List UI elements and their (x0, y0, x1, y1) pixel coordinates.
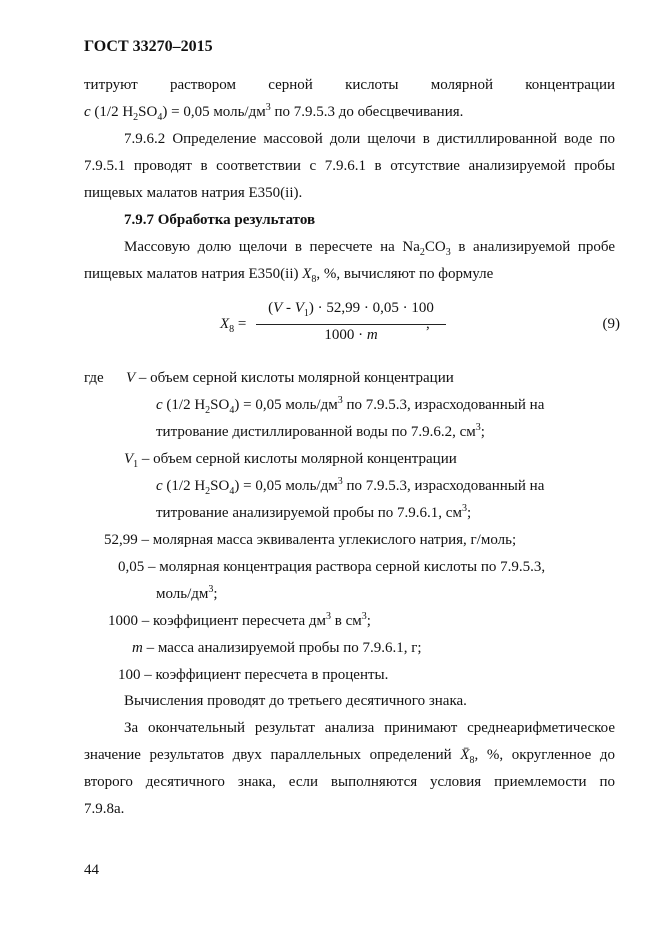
legend-v (126, 366, 454, 390)
text-fragment: в см (331, 613, 362, 629)
paragraph-7-9-6-2 (84, 126, 615, 207)
legend-1000 (108, 609, 371, 633)
subscript: 4 (229, 405, 235, 416)
symbol-c: c (156, 478, 163, 494)
symbol-m: m (132, 640, 143, 656)
formula-numerator (256, 300, 446, 322)
subscript: 2 (133, 112, 139, 123)
text-fragment: титрование анализируемой пробы по 7.9.6.1, см (156, 505, 462, 521)
legend-v-line3 (156, 420, 485, 444)
text-line (84, 99, 615, 126)
text-line: За окончательный результат анализа принимают среднеарифметическое (124, 720, 615, 736)
text-fragment: 1000 – коэффициент пересчета дм (108, 613, 327, 629)
text-fragment: Массовую долю щелочи в пересчете на Na (124, 239, 420, 255)
subscript: 8 (311, 274, 317, 285)
text-fragment: ; (366, 613, 371, 629)
legend-v1-line2 (156, 474, 544, 498)
legend-0-05-line2 (156, 582, 218, 606)
text-line: Вычисления проводят до третьего десятичного знака. (124, 693, 467, 709)
formula-fraction (256, 300, 446, 344)
subscript: 2 (205, 405, 211, 416)
superscript: 3 (461, 503, 467, 514)
legend-52-99: 52,99 – молярная масса эквивалента углекислого натрия, г/моль; (104, 532, 517, 548)
text-line: пищевых малатов натрия Е350(ii). (84, 185, 303, 201)
symbol-x: X (220, 316, 230, 332)
subscript: 3 (445, 247, 451, 258)
legend-m (132, 636, 422, 660)
text-fragment: (1/2 H (90, 104, 134, 120)
symbol-m: m (366, 327, 378, 343)
text-fragment: – масса анализируемой пробы по 7.9.6.1, г; (142, 640, 422, 656)
legend-100: 100 – коэффициент пересчета в проценты. (118, 667, 389, 683)
superscript: 3 (361, 611, 367, 622)
subscript: 8 (469, 755, 475, 766)
paragraph-titration (84, 72, 615, 126)
subscript: 4 (229, 486, 235, 497)
superscript: 3 (326, 611, 332, 622)
paragraph-final-result (84, 715, 615, 823)
subscript: 2 (205, 486, 211, 497)
subscript: 1 (303, 308, 309, 319)
symbol-c: c (156, 397, 163, 413)
text-fragment: в анализируемой пробе (450, 239, 615, 255)
subscript: 8 (229, 324, 235, 335)
superscript: 3 (337, 395, 343, 406)
legend-v1 (124, 447, 457, 471)
text-fragment: , %, округленное до (474, 747, 615, 763)
formula-9 (220, 298, 620, 352)
text-line: титруют раствором серной кислоты молярной концентрации (84, 77, 615, 93)
text-fragment: (1/2 H (162, 478, 206, 494)
symbol-x-mean: X̄ (460, 747, 470, 763)
symbol-v: V (273, 300, 283, 316)
symbol-c: c (84, 104, 91, 120)
text-line: 7.9.5.1 проводят в соответствии с 7.9.6.1 в отсутствие анализируемой пробы (84, 158, 615, 174)
equation-number: (9) (602, 316, 620, 332)
text-line: второго десятичного знака, если выполняются условия приемлемости по (84, 774, 615, 790)
superscript: 3 (337, 476, 343, 487)
symbol-v: V (126, 370, 136, 386)
equals-sign: = (234, 316, 247, 332)
text-fragment: ) (308, 300, 314, 316)
text-fragment: (1/2 H (162, 397, 206, 413)
legend-where: где (84, 370, 104, 386)
text-fragment: по 7.9.5.3, израсходованный на (342, 478, 545, 494)
text-line: 7.9.6.2 Определение массовой доли щелочи в дистиллированной воде по (124, 131, 615, 147)
document-header: ГОСТ 33270–2015 (84, 38, 213, 55)
paragraph-intro-formula (84, 234, 615, 288)
text-fragment: , %, вычисляют по формуле (316, 266, 494, 282)
superscript: 3 (208, 584, 214, 595)
text-line: 7.9.8а. (84, 801, 125, 817)
text-fragment: пищевых малатов натрия Е350(ii) (84, 266, 303, 282)
text-fragment: · 52,99 · 0,05 · 100 (313, 300, 434, 316)
text-fragment: SO (138, 104, 158, 120)
superscript: 3 (265, 102, 271, 113)
fraction-bar (256, 324, 446, 325)
legend-v-line2 (156, 393, 544, 417)
paragraph-calculations (84, 688, 615, 715)
text-fragment: ( (268, 300, 274, 316)
text-fragment: CO (424, 239, 446, 255)
legend-0-05: 0,05 – молярная концентрация раствора серной кислоты по 7.9.5.3, (118, 559, 546, 575)
text-fragment: SO (210, 478, 230, 494)
text-fragment: ; (466, 505, 472, 521)
page-number: 44 (84, 862, 99, 878)
subscript: 1 (133, 459, 139, 470)
subscript: 2 (419, 247, 425, 258)
text-fragment: по 7.9.5.3 до обесцвечивания. (270, 104, 464, 120)
subscript: 4 (157, 112, 163, 123)
text-fragment: - (282, 300, 295, 316)
text-fragment: – объем серной кислоты молярной концентрации (138, 451, 457, 467)
text-line (84, 261, 615, 288)
symbol-x: X (302, 266, 312, 282)
text-fragment: ; (213, 586, 218, 602)
text-fragment: ) = 0,05 моль/дм (234, 397, 338, 413)
formula-denominator (256, 327, 446, 344)
superscript: 3 (475, 422, 481, 433)
formula-lhs (220, 316, 246, 333)
text-fragment: ) = 0,05 моль/дм (234, 478, 338, 494)
text-fragment: SO (210, 397, 230, 413)
text-fragment: – объем серной кислоты молярной концентрации (135, 370, 454, 386)
text-fragment: по 7.9.5.3, израсходованный на (342, 397, 545, 413)
text-fragment: значение результатов двух параллельных определений (84, 747, 461, 763)
text-fragment: ; (480, 424, 485, 440)
formula-comma: , (426, 316, 430, 332)
symbol-v1: V (294, 300, 304, 316)
text-fragment: ) = 0,05 моль/дм (162, 104, 266, 120)
legend-v1-line3 (156, 501, 471, 525)
text-fragment: титрование дистиллированной воды по 7.9.6.2, см (156, 424, 476, 440)
section-title: 7.9.7 Обработка результатов (124, 212, 316, 228)
text-line (84, 742, 615, 769)
text-fragment: 1000 · (324, 327, 367, 343)
text-line (84, 234, 615, 261)
text-fragment: моль/дм (156, 586, 209, 602)
symbol-v1: V (124, 451, 134, 467)
